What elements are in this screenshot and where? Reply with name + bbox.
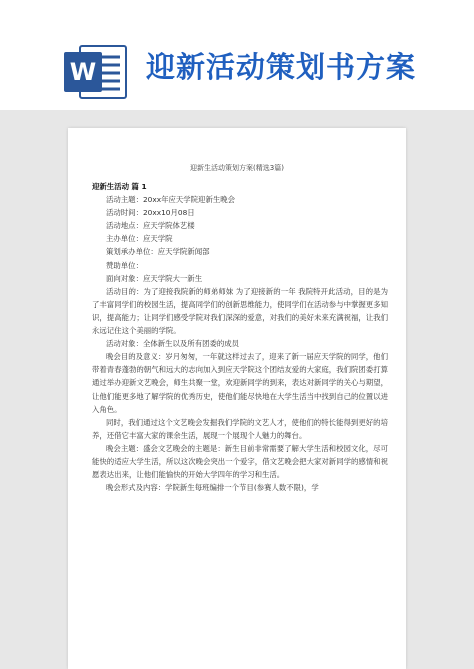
document-title: 迎新生活动策划方案(精选3篇) [190, 164, 284, 172]
banner [0, 0, 474, 110]
paragraph-significance: 晚会目的及意义：岁月匆匆，一年就这样过去了，迎来了新一届应天学院的同学，他们带着青春蓬勃的朝气和远大的志向加入到应天学院这个团结友爱的大家庭，我们院团委打算通过举办迎新文艺晚会，师生共聚一堂，欢迎新同学的到来，表达对新同学的关心与期望，让他们能更多地了解学院的优秀历史，使他们能尽快地在大学生活当中找到自己的位置以进入角色。 [92, 352, 388, 414]
field-location: 活动地点：应天学院体艺楼 [106, 221, 195, 231]
paragraph-purpose: 活动目的：为了迎接我院新的师弟师妹 为了迎接新的一年 我院特开此活动，目的是为了丰富同学们的校园生活，提高同学们的创新思维能力，使同学们在活动参与中掌握更多知识，提高能力；让同学们感受学院对我们深深的爱意，对我们的美好未来充满祝福，让我们永远记住这个美丽的学院。 [92, 286, 388, 336]
field-sponsor: 赞助单位： [106, 260, 143, 270]
field-audience: 面向对象：应天学院大一新生 [106, 273, 203, 283]
field-theme: 活动主题：20xx年应天学院迎新生晚会 [106, 195, 236, 205]
document-body [92, 180, 388, 494]
field-organizer: 策划承办单位：应天学院新闻部 [106, 247, 210, 257]
document-page [68, 128, 406, 669]
svg-text:W: W [69, 58, 97, 86]
page-title: 迎新活动策划书方案 [146, 50, 417, 84]
section-heading: 迎新生活动 篇 1 [92, 182, 147, 191]
word-document-icon [62, 40, 130, 102]
paragraph-participants: 活动对象：全体新生以及所有团委的成员 [106, 339, 240, 349]
paragraph-theme: 晚会主题：盛会文艺晚会的主题是：新生目前非常需要了解大学生活和校园文化，尽可能快的适应大学生活，所以这次晚会突出一个爱字，借文艺晚会把大家对新同学的感情和祝愿表达出来，让他们能愉快的开始大学四年的学习和生活。 [92, 443, 388, 480]
paragraph-format: 晚会形式及内容：学院新生每班编排一个节目(参赛人数不限)，学 [106, 483, 319, 493]
paragraph-talent: 同时，我们通过这个文艺晚会发掘我们学院的文艺人才，使他们的特长能得到更好的培养，还借它丰富大家的课余生活，展现一个展现个人魅力的舞台。 [92, 417, 388, 440]
field-host: 主办单位：应天学院 [106, 234, 173, 244]
field-time: 活动时间：20xx10月08日 [106, 208, 195, 218]
